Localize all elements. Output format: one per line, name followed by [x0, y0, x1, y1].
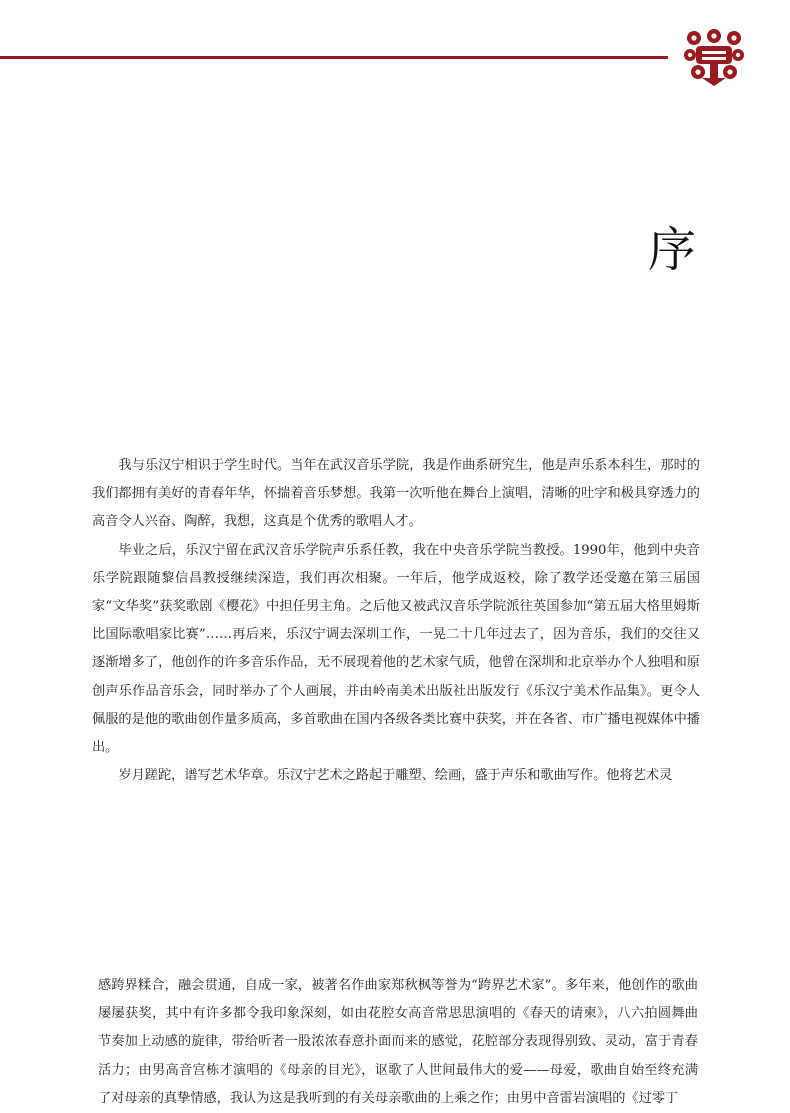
paragraph: 我与乐汉宁相识于学生时代。当年在武汉音乐学院，我是作曲系研究生，他是声乐系本科生，那时的我们都拥有美好的青春年华，怀揣着音乐梦想。我第一次听他在舞台上演唱，清晰的吐字和极具穿透力的高音令人兴奋、陶醉，我想，这真是个优秀的歌唱人才。: [92, 458, 700, 530]
preface-body: [92, 452, 700, 790]
paragraph: 岁月蹉跎，谱写艺术华章。乐汉宁艺术之路起于雕塑、绘画，盛于声乐和歌曲写作。他将艺术灵: [118, 768, 673, 784]
paragraph: 感跨界糅合，融会贯通，自成一家，被著名作曲家郑秋枫等誉为“跨界艺术家”。多年来，他创作的歌曲屡屡获奖，其中有许多都令我印象深刻，如由花腔女高音常思思演唱的《春天的请柬》，八六拍圆舞曲节奏加上动感的旋律，带给听者一股浓浓春意扑面而来的感觉，花腔部分表现得别致、灵动，富于青春活力；由男高音宫栋才演唱的《母亲的目光》，讴歌了人世间最伟大的爱——母爱，歌曲自始至终充满了对母亲的真挚情感，我认为这是我听到的有关母亲歌曲的上乘之作；由男中音雷岩演唱的《过零丁: [98, 978, 698, 1106]
paragraph: 毕业之后，乐汉宁留在武汉音乐学院声乐系任教，我在中央音乐学院当教授。1990年，他到中央音乐学院跟随黎信昌教授继续深造，我们再次相聚。一年后，他学成返校，除了教学还受邀在第三届国家“文华奖”获奖歌剧《樱花》中担任男主角。之后他又被武汉音乐学院派往英国参加“第五届大格里姆斯比国际歌唱家比赛”……再后来，乐汉宁调去深圳工作，一晃二十几年过去了，因为音乐，我们的交往又逐渐增多了，他创作的许多音乐作品，无不展现着他的艺术家气质，他曾在深圳和北京举办个人独唱和原创声乐作品音乐会，同时举办了个人画展，并由岭南美术出版社出版发行《乐汉宁美术作品集》。更令人佩服的是他的歌曲创作量多质高，多首歌曲在国内各级各类比赛中获奖，并在各省、市广播电视媒体中播出。: [92, 542, 700, 756]
page-title: 序: [648, 222, 697, 278]
music-emblem-icon: [682, 28, 746, 86]
header-rule: [0, 56, 668, 59]
preface-continuation: [98, 972, 698, 1113]
